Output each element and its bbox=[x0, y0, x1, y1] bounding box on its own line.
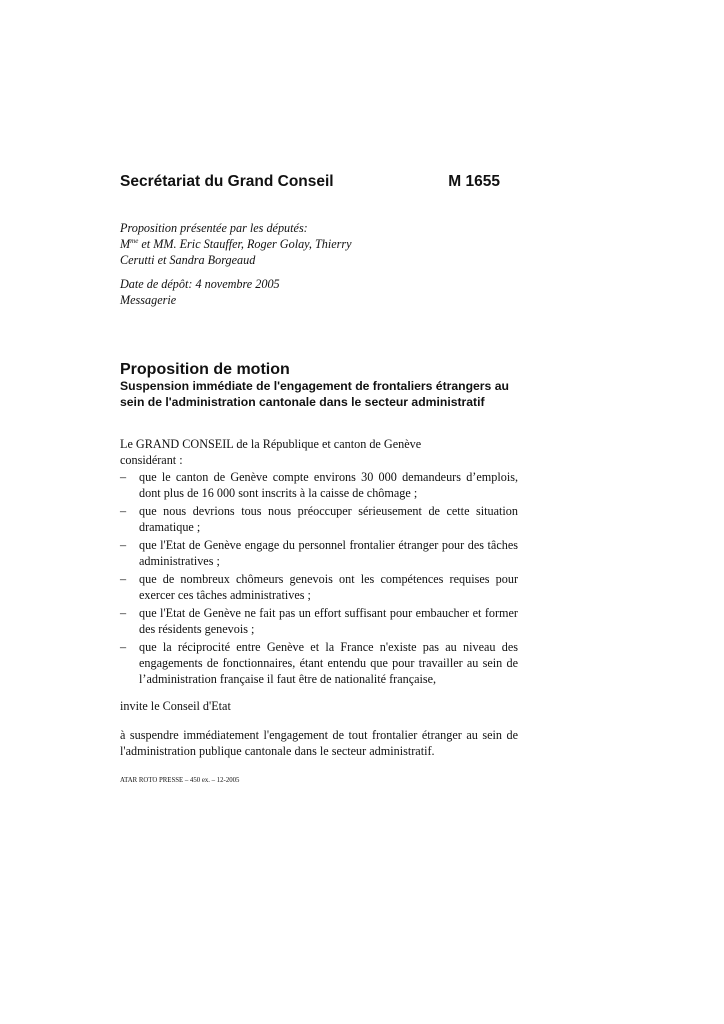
deposit-date: Date de dépôt: 4 novembre 2005 bbox=[120, 277, 280, 291]
title-base: M bbox=[120, 237, 131, 251]
considerations-list bbox=[120, 469, 518, 689]
document-header bbox=[120, 173, 518, 193]
list-item bbox=[120, 639, 518, 687]
preamble-line-1: Le GRAND CONSEIL de la République et canton de Genève bbox=[120, 437, 422, 451]
list-item bbox=[120, 605, 518, 637]
proposed-by-names bbox=[120, 236, 518, 252]
list-item bbox=[120, 503, 518, 535]
preamble bbox=[120, 436, 518, 468]
document-type: Proposition de motion bbox=[120, 361, 290, 378]
consideration-text: que de nombreux chômeurs genevois ont les compétences requises pour exercer ces tâches administratives ; bbox=[139, 572, 518, 602]
deposit-block bbox=[120, 276, 518, 308]
names-line-2: Cerutti et Sandra Borgeaud bbox=[120, 253, 256, 267]
list-item bbox=[120, 469, 518, 501]
resolution-text: à suspendre immédiatement l'engagement de tout frontalier étranger au sein de l'administration publique cantonale dans le secteur administratif. bbox=[120, 728, 518, 758]
title-superscript: me bbox=[130, 237, 139, 245]
consideration-text: que l'Etat de Genève engage du personnel frontalier étranger pour des tâches administratives ; bbox=[139, 538, 518, 568]
list-item bbox=[120, 571, 518, 603]
consideration-text: que nous devrions tous nous préoccuper sérieusement de cette situation dramatique ; bbox=[139, 504, 518, 534]
organization-name: Secrétariat du Grand Conseil bbox=[120, 173, 334, 190]
preamble-line-2: considérant : bbox=[120, 453, 183, 467]
invite-line: invite le Conseil d'Etat bbox=[120, 699, 231, 713]
consideration-text: que l'Etat de Genève ne fait pas un effort suffisant pour embaucher et former des résidents genevois ; bbox=[139, 606, 518, 636]
consideration-text: que le canton de Genève compte environs 30 000 demandeurs d’emplois, dont plus de 16 000 sont inscrits à la caisse de chômage ; bbox=[139, 470, 518, 500]
dash-bullet: – bbox=[120, 538, 127, 552]
document-subject: Suspension immédiate de l'engagement de frontaliers étrangers au sein de l'administration cantonale dans le secteur administratif bbox=[120, 379, 509, 409]
printer-footer: ATAR ROTO PRESSE – 450 ex. – 12-2005 bbox=[120, 777, 240, 784]
names-line-1: et MM. Eric Stauffer, Roger Golay, Thierry bbox=[138, 237, 352, 251]
proposed-by-block bbox=[120, 220, 518, 268]
list-item bbox=[120, 537, 518, 569]
deposit-channel: Messagerie bbox=[120, 293, 177, 307]
dash-bullet: – bbox=[120, 572, 127, 586]
dash-bullet: – bbox=[120, 606, 127, 620]
dash-bullet: – bbox=[120, 504, 127, 518]
consideration-text: que la réciprocité entre Genève et la France n'existe pas au niveau des engagements de fonctionnaires, étant entendu que pour travailler au sein de l’administration française il faut être de nationalité française, bbox=[139, 640, 518, 686]
motion-reference: M 1655 bbox=[448, 173, 500, 190]
proposed-by-intro: Proposition présentée par les députés: bbox=[120, 221, 308, 235]
dash-bullet: – bbox=[120, 470, 127, 484]
dash-bullet: – bbox=[120, 640, 127, 654]
